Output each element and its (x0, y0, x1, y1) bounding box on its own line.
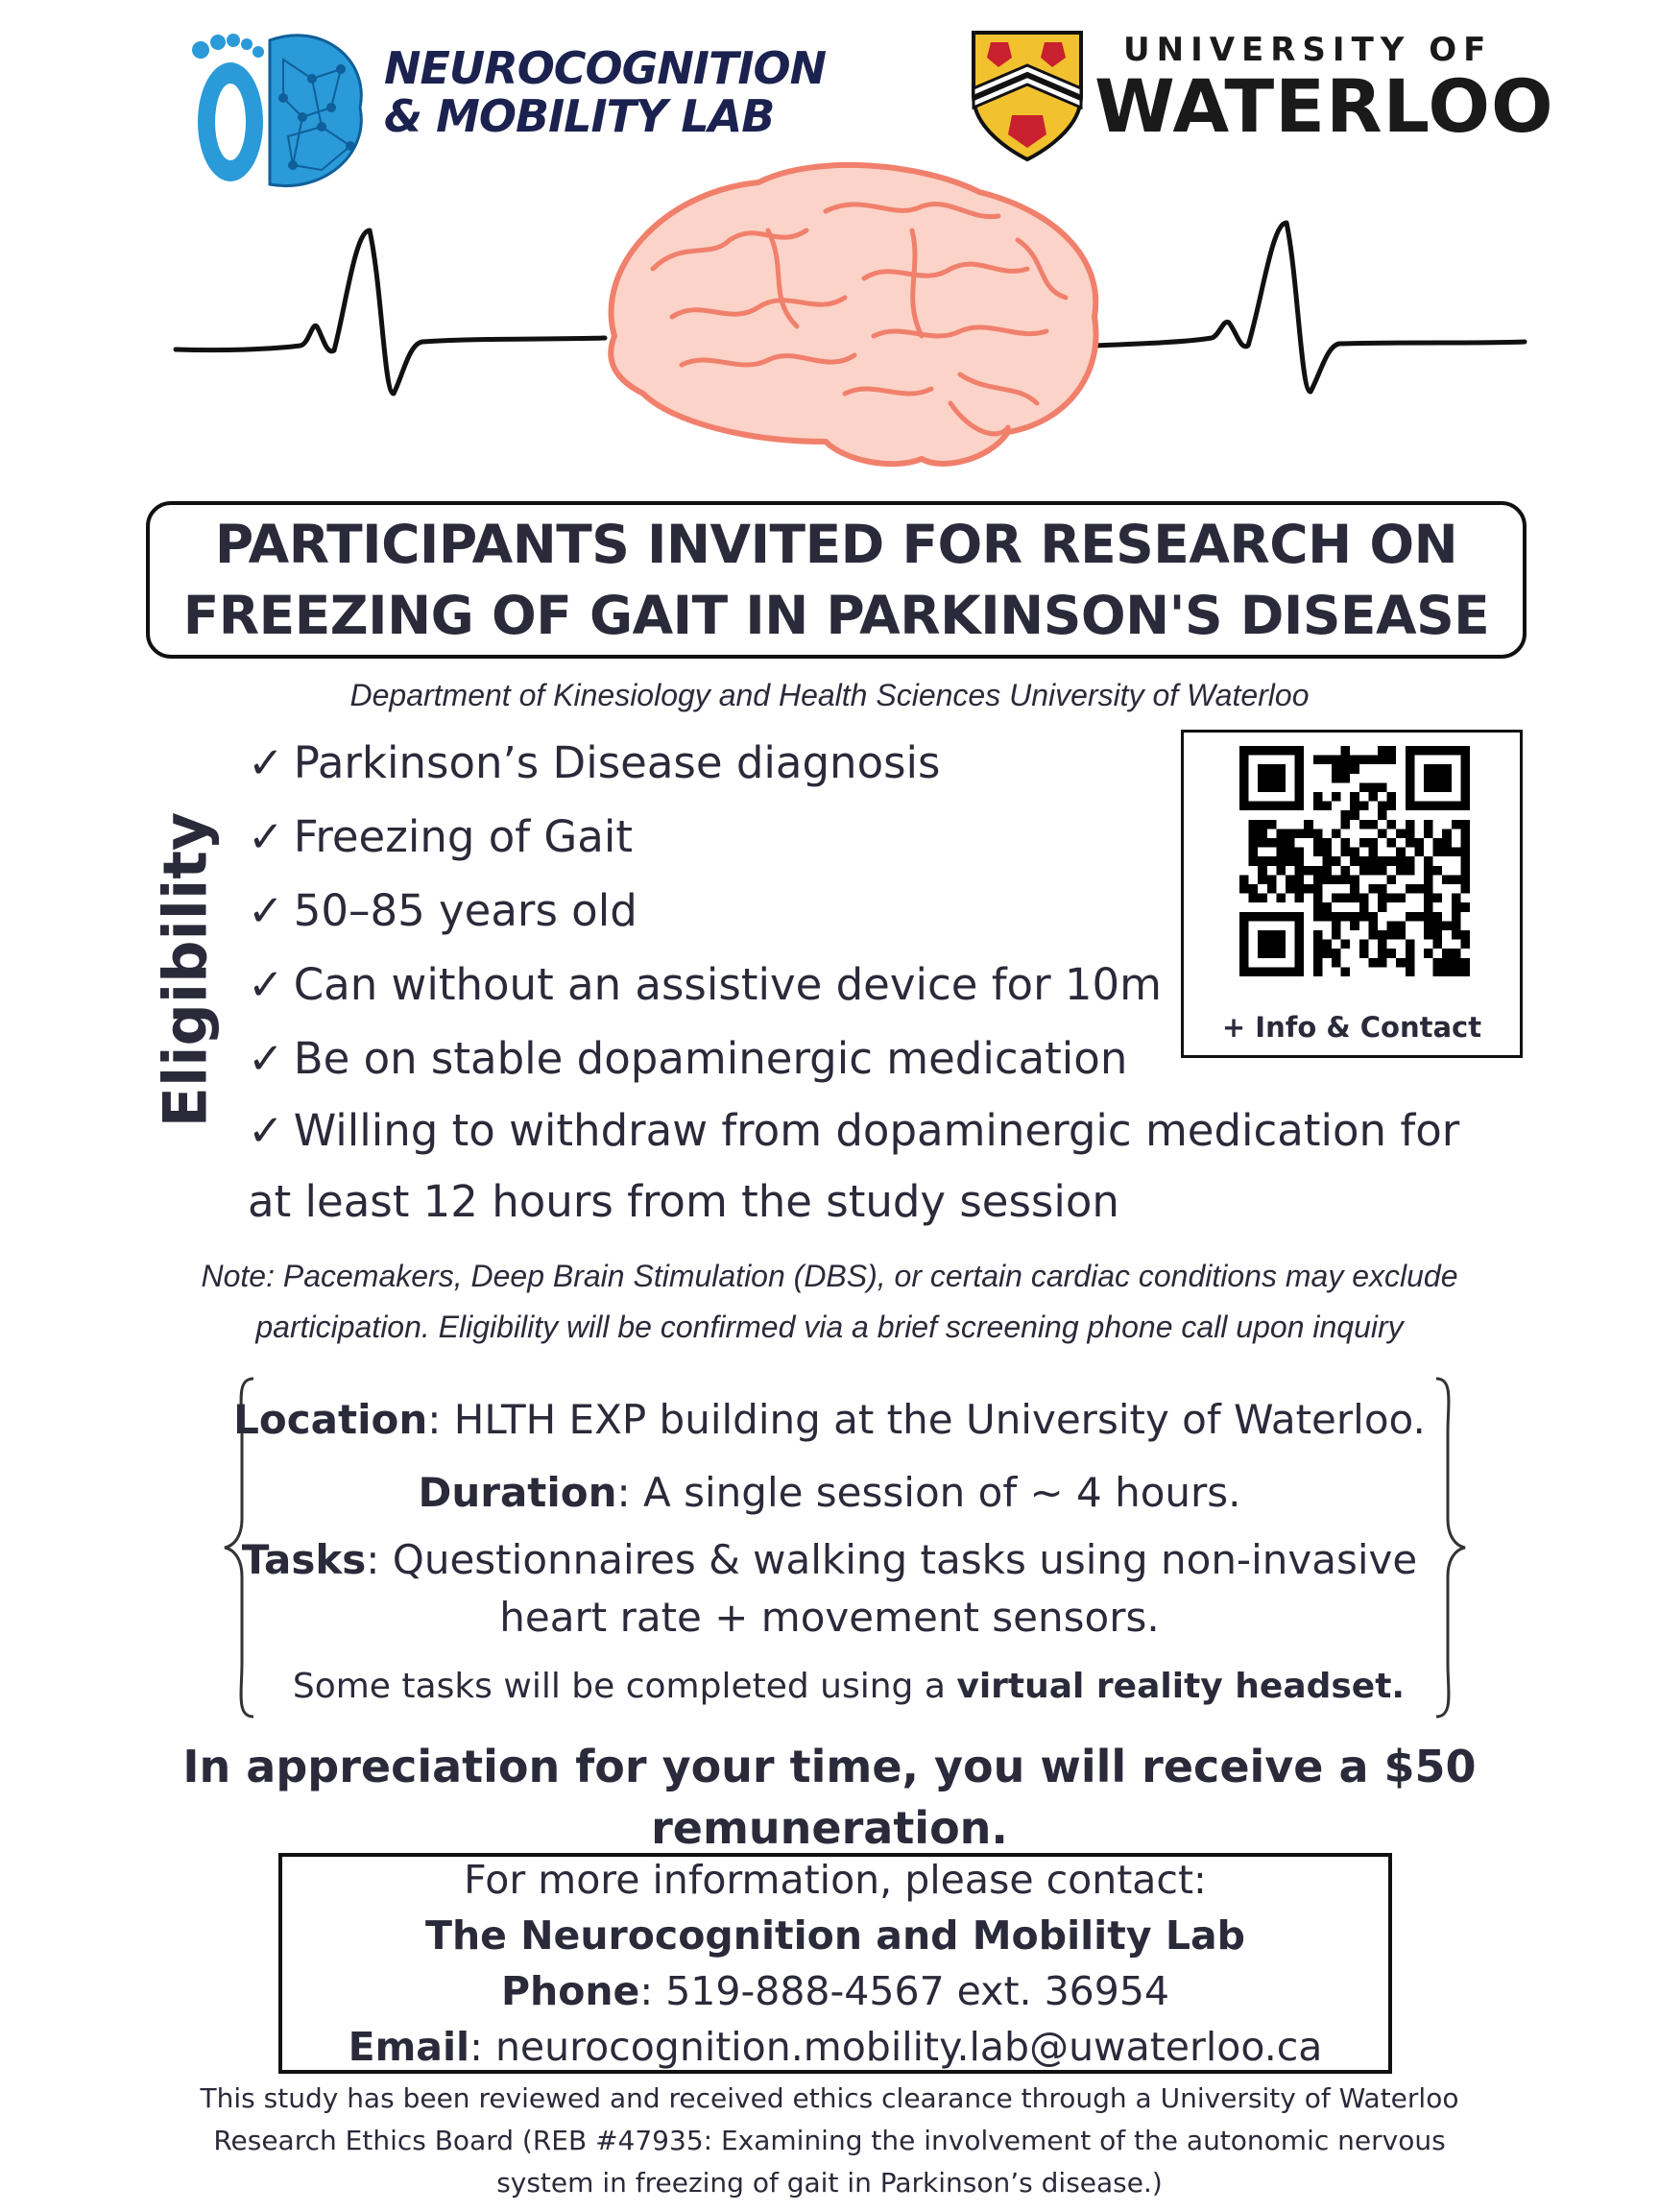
remuneration-line-1: In appreciation for your time, you will receive a $50 (182, 1741, 1477, 1792)
phone-value[interactable]: : 519-888-4567 ext. 36954 (639, 1968, 1170, 2014)
location-label: Location (233, 1396, 428, 1443)
contact-email[interactable] (282, 2020, 1388, 2074)
criterion-text: Freezing of Gait (293, 811, 633, 862)
location-value: : HLTH EXP building at the University of Waterloo. (427, 1396, 1426, 1443)
heartbeat-line-right-icon (1094, 223, 1525, 392)
checkmark-icon: ✓ (248, 811, 284, 862)
lab-name (384, 44, 826, 140)
brain-icon (611, 165, 1095, 464)
checkmark-icon: ✓ (248, 959, 284, 1010)
department-subtitle: Department of Kinesiology and Health Sciences University of Waterloo (349, 678, 1310, 712)
criterion-item (248, 1030, 1127, 1088)
email-label: Email (348, 2024, 470, 2070)
tasks-detail (0, 1532, 1659, 1588)
tasks-value: : Questionnaires & walking tasks using non-invasive (366, 1536, 1418, 1583)
criterion-item (248, 882, 637, 940)
tasks-label: Tasks (241, 1536, 367, 1583)
waterloo-text: WATERLOO (1094, 63, 1554, 149)
university-shield-icon (970, 29, 1085, 163)
criterion-item (248, 956, 1162, 1014)
criterion-text: Be on stable dopaminergic medication (293, 1033, 1128, 1084)
duration-value: : A single session of ~ 4 hours. (616, 1469, 1241, 1516)
university-of-text: UNIVERSITY OF (1123, 31, 1493, 69)
qr-label: + Info & Contact (1221, 1011, 1482, 1044)
note-line-1: Note: Pacemakers, Deep Brain Stimulation (DBS), or certain cardiac conditions may exclude (201, 1259, 1458, 1293)
checkmark-icon: ✓ (248, 1033, 284, 1084)
ethics-line-2: Research Ethics Board (REB #47935: Examining the involvement of the autonomic nervous (213, 2125, 1446, 2156)
title-box (146, 501, 1527, 659)
criterion-continuation: at least 12 hours from the study session (248, 1176, 1119, 1227)
brain-heartbeat-illustration (0, 154, 1659, 480)
phone-label: Phone (500, 1968, 640, 2014)
ethics-statement (115, 2078, 1544, 2204)
contact-lab-name: The Neurocognition and Mobility Lab (425, 1912, 1245, 1959)
checkmark-icon: ✓ (248, 1105, 284, 1156)
title-line-1: PARTICIPANTS INVITED FOR RESEARCH ON (214, 514, 1458, 575)
duration-label: Duration (418, 1469, 617, 1516)
contact-box (278, 1853, 1392, 2074)
lab-name-line-1: NEUROCOGNITION (384, 42, 827, 94)
email-value[interactable]: : neurocognition.mobility.lab@uwaterloo.ca (469, 2024, 1323, 2070)
eligibility-label-text: Eligibility (150, 811, 221, 1128)
checkmark-icon: ✓ (248, 737, 284, 788)
contact-intro: For more information, please contact: (464, 1857, 1207, 1903)
eligibility-label (142, 806, 228, 1133)
vr-emphasis: virtual reality headset. (956, 1667, 1406, 1706)
duration-detail (0, 1465, 1659, 1521)
vr-detail (0, 1659, 1659, 1715)
lab-name-line-2: & MOBILITY LAB (384, 90, 775, 142)
criterion-text: 50–85 years old (293, 885, 637, 936)
vr-prefix: Some tasks will be completed using a (292, 1667, 957, 1706)
note-line-2: participation. Eligibility will be confirmed via a brief screening phone call upon inquiry (255, 1310, 1404, 1344)
qr-code-box[interactable] (1181, 730, 1523, 1058)
remuneration-statement (0, 1736, 1659, 1859)
ethics-line-1: This study has been reviewed and received ethics clearance through a University of Waterloo (200, 2082, 1459, 2114)
checkmark-icon: ✓ (248, 885, 284, 936)
title-line-2: FREEZING OF GAIT IN PARKINSON'S DISEASE (182, 585, 1490, 646)
contact-phone[interactable] (282, 1964, 1388, 2018)
exclusion-note (154, 1251, 1505, 1353)
criterion-text: Can without an assistive device for 10m (293, 959, 1162, 1010)
remuneration-line-2: remuneration. (651, 1802, 1008, 1854)
criterion-text: Willing to withdraw from dopaminergic medication for (293, 1105, 1460, 1156)
university-logo (970, 29, 1554, 173)
qr-code-icon[interactable] (1239, 746, 1470, 976)
criterion-text: Parkinson’s Disease diagnosis (293, 737, 941, 788)
criterion-item (248, 734, 941, 792)
ethics-line-3: system in freezing of gait in Parkinson’s disease.) (496, 2167, 1163, 2199)
criterion-item (248, 808, 633, 866)
criterion-item (248, 1102, 1459, 1160)
heartbeat-line-left-icon (176, 230, 605, 394)
tasks-value-line-2: heart rate + movement sensors. (499, 1594, 1160, 1641)
location-detail (0, 1392, 1659, 1448)
